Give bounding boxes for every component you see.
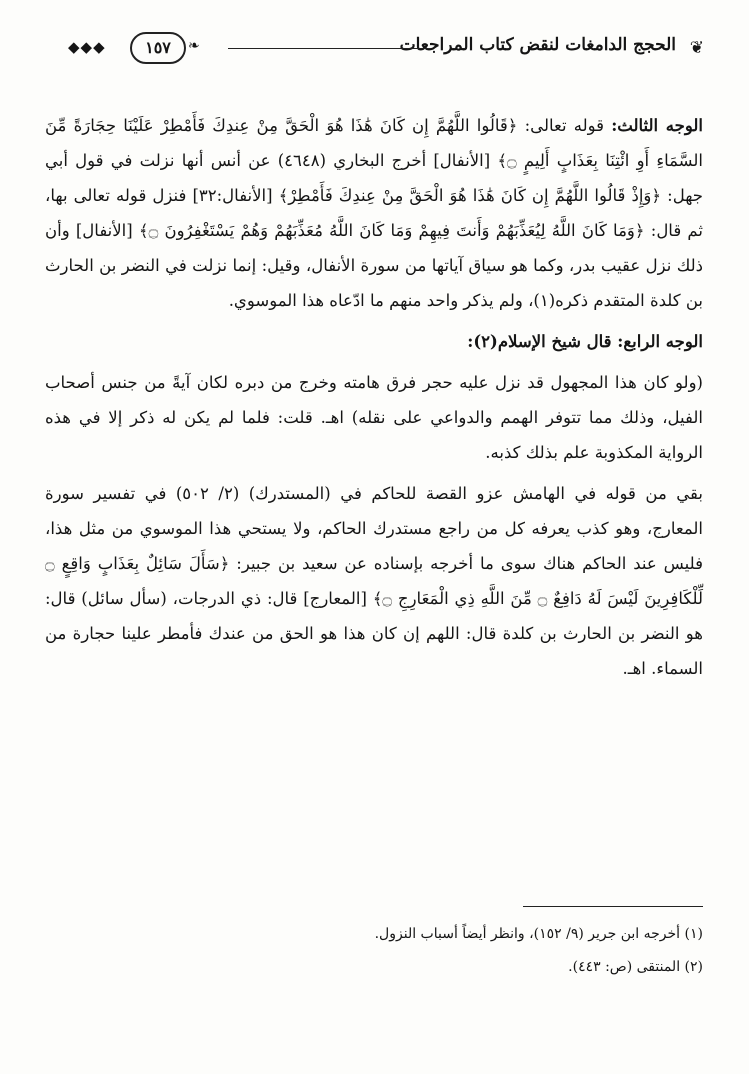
header-ornament-right: ❦ [689,38,704,58]
page-number: ١٥٧ [130,32,186,64]
paragraph-text: (ولو كان هذا المجهول قد نزل عليه حجر فرق هامته وخرج من دبره لكان آيةً من جنس أصحاب الفيل، وذلك مما تتوفر الهمم والدواعي على نقله) اهـ. قلت: فلما لم يكن له ذكر إلا في هذه الرواية المكذوبة علم بذلك كذبه. [45,373,703,462]
footnote-1: (١) أخرجه ابن جرير (٩/ ١٥٢)، وانظر أيضاً أسباب النزول. [374,926,703,942]
footnotes [45,918,703,984]
header-ornament-left: ◆◆◆ [68,38,106,56]
section-lead: الوجه الرابع: قال شيخ الإسلام(٢): [467,332,703,351]
paragraph-hakim [45,476,703,686]
paragraph-fourth-aspect [45,324,703,359]
section-lead: الوجه الثالث: [611,116,703,135]
footnote-separator [523,906,703,907]
page-header [68,30,704,66]
paragraph-quotation [45,365,703,470]
paragraph-third-aspect [45,108,703,318]
header-curl-ornament: ❧ [188,38,200,54]
header-rule [228,48,428,49]
main-text [45,108,703,686]
paragraph-text: قوله تعالى: ﴿قَالُوا اللَّهُمَّ إِن كَانَ هَٰذَا هُوَ الْحَقَّ مِنْ عِندِكَ فَأَمْطِرْ عَلَيْنَا حِجَارَةً مِّنَ السَّمَاءِ أَوِ ائْتِنَا بِعَذَابٍ أَلِيمٍ ۝﴾ [الأنفال] أخرج البخاري (٤٦٤٨) عن أنس أنها نزلت في قول أبي جهل: ﴿وَإِذْ قَالُوا اللَّهُمَّ إِن كَانَ هَٰذَا هُوَ الْحَقَّ مِنْ عِندِكَ فَأَمْطِرْ﴾ [الأنفال:٣٢] فنزل قوله تعالى بها، ثم قال: ﴿وَمَا كَانَ اللَّهُ لِيُعَذِّبَهُمْ وَأَنتَ فِيهِمْ وَمَا كَانَ اللَّهُ مُعَذِّبَهُمْ وَهُمْ يَسْتَغْفِرُونَ ۝﴾ [الأنفال] وأن ذلك نزل عقيب بدر، وكما هو سياق آياتها من سورة الأنفال، وقيل: إنما نزلت في النضر بن الحارث بن كلدة المتقدم ذكره(١)، ولم يذكر واحد منهم ما ادّعاه هذا الموسوي. [45,116,704,310]
running-title: الحجج الدامغات لنقض كتاب المراجعات [399,35,676,55]
paragraph-text: بقي من قوله في الهامش عزو القصة للحاكم في (المستدرك) (٢/ ٥٠٢) في تفسير سورة المعارج، وهو كذب يعرفه كل من راجع مستدرك الحاكم، ولا يستحي هذا الموسوي من مثل هذا، فليس عند الحاكم هناك سوى ما أخرجه بإسناده عن سعيد بن جبير: ﴿سَأَلَ سَائِلٌ بِعَذَابٍ وَاقِعٍ ۝ لِّلْكَافِرِينَ لَيْسَ لَهُ دَافِعٌ ۝ مِّنَ اللَّهِ ذِي الْمَعَارِجِ ۝﴾ [المعارج] قال: ذي الدرجات، (سأل سائل) قال: هو النضر بن الحارث بن كلدة قال: اللهم إن كان هذا هو الحق من عندك فأمطر علينا حجارة من السماء. اهـ. [45,484,704,678]
footnote-2: (٢) المنتقى (ص: ٤٤٣). [568,959,703,975]
